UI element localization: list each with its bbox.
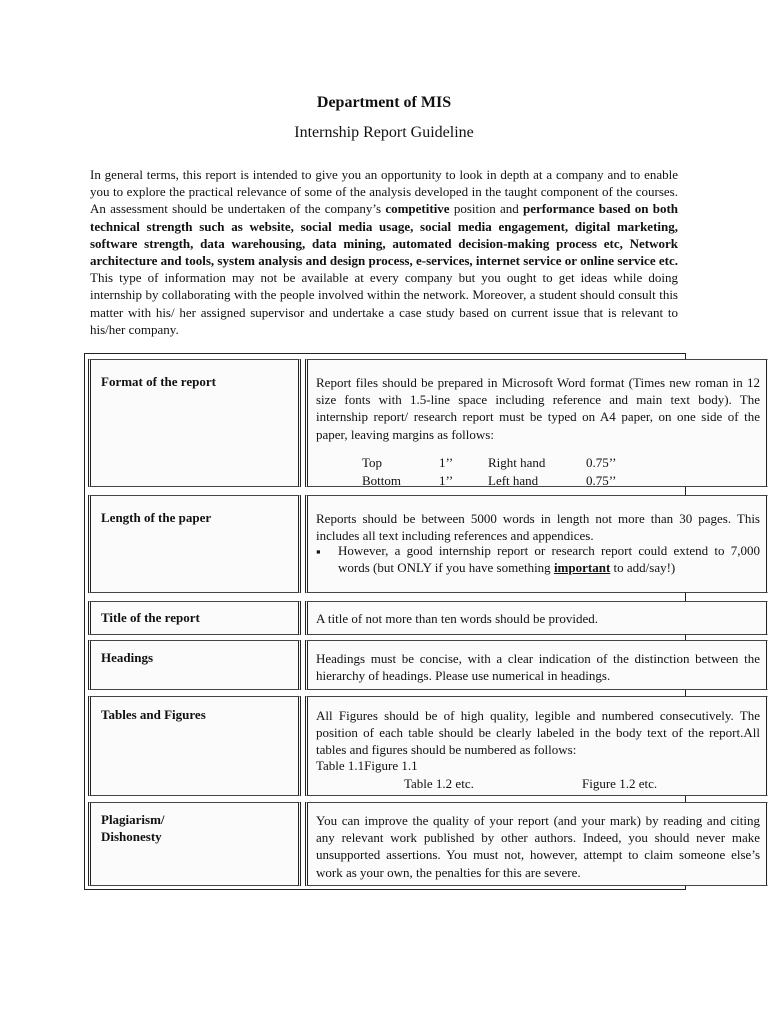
table-row-format bbox=[84, 359, 760, 488]
tables-content-cell bbox=[305, 696, 768, 796]
margin-top-value: 1’’ bbox=[439, 455, 454, 470]
table-row-plagiarism bbox=[84, 802, 760, 886]
title-label-cell bbox=[88, 601, 301, 635]
title-row-text: A title of not more than ten words should be provided. bbox=[316, 611, 598, 626]
bullet-icon: ▪ bbox=[316, 544, 321, 559]
format-content-cell bbox=[305, 359, 768, 487]
margin-left-label: Left hand bbox=[488, 473, 539, 488]
length-label-cell bbox=[88, 495, 301, 593]
tables-line2-figure: Figure 1.2 etc. bbox=[582, 776, 658, 791]
headings-label-cell bbox=[88, 640, 301, 690]
bullet-text-after: to add/say!) bbox=[610, 560, 676, 576]
intro-bold-performance: performance based on both technical strength such as website, social media usage, social media engagement, digital marketing, software strength, data warehousing, data mining, automated decision-making process etc, Network architecture and tools, system analysis and design process, e-services, internet service or online service etc. bbox=[90, 201, 679, 269]
plagiarism-label-cell bbox=[88, 802, 301, 886]
margin-left-value: 0.75’’ bbox=[586, 473, 617, 488]
format-text: Report files should be prepared in Microsoft Word format (Times new roman in 12 size fonts with 1.5-line space including reference and main text body). The internship report/ research report must be typed on A4 paper, on one side of the paper, leaving margins as follows: bbox=[316, 375, 760, 442]
format-label-cell bbox=[88, 359, 301, 487]
length-content-cell bbox=[305, 495, 768, 593]
length-label: Length of the paper bbox=[101, 510, 212, 525]
margin-right-value: 0.75’’ bbox=[586, 455, 617, 470]
tables-line1: Table 1.1Figure 1.1 bbox=[316, 758, 418, 773]
tables-label-cell bbox=[88, 696, 301, 796]
margin-bottom-value: 1’’ bbox=[439, 473, 454, 488]
headings-text: Headings must be concise, with a clear indication of the distinction between the hierarchy of headings. Please use numerical in headings. bbox=[316, 651, 760, 684]
document-title: Department of MIS bbox=[316, 94, 452, 111]
guideline-table bbox=[84, 353, 760, 890]
tables-text: All Figures should be of high quality, legible and numbered consecutively. The position of each table should be clearly labeled in the body text of the report.All tables and figures should be numbered as follows: bbox=[316, 708, 760, 758]
bullet-important-word: important bbox=[553, 560, 611, 576]
table-row-tables bbox=[84, 696, 760, 796]
plagiarism-content-cell bbox=[305, 802, 768, 886]
document-subtitle: Internship Report Guideline bbox=[294, 124, 474, 141]
format-label: Format of the report bbox=[101, 374, 216, 389]
margin-top-label: Top bbox=[362, 455, 383, 470]
table-row-title bbox=[84, 601, 686, 635]
tables-line2-table: Table 1.2 etc. bbox=[404, 776, 474, 791]
length-bullet-text bbox=[338, 542, 760, 576]
table-row-length bbox=[84, 495, 760, 593]
plagiarism-text: You can improve the quality of your report (and your mark) by reading and citing any relevant work published by other authors. Indeed, you should never make unsupported assertions. You must not, however, attempt to claim someone else’s work as your own, the penalties for this are severe. bbox=[316, 813, 760, 880]
margin-bottom-label: Bottom bbox=[362, 473, 402, 488]
plagiarism-label: Plagiarism/ Dishonesty bbox=[101, 812, 165, 844]
margin-right-label: Right hand bbox=[488, 455, 546, 470]
title-row-label: Title of the report bbox=[101, 610, 200, 625]
headings-content-cell bbox=[305, 640, 768, 690]
title-content-cell bbox=[305, 601, 768, 635]
bullet-text-before: However, a good internship report or research report could extend to 7,000 words (but ONLY if you have something bbox=[338, 543, 760, 576]
intro-text-2: position and bbox=[449, 201, 523, 217]
table-row-headings bbox=[84, 640, 760, 690]
tables-label: Tables and Figures bbox=[101, 707, 206, 722]
headings-label: Headings bbox=[101, 650, 154, 665]
intro-text-3: This type of information may not be available at every company but you ought to get ideas while doing internship by collaborating with the people involved within the network. Moreover, a student should consult this matter with his/ her assigned supervisor and undertake a case study based on current issue that is relevant to his/her company. bbox=[90, 270, 678, 337]
length-text: Reports should be between 5000 words in length not more than 30 pages. This includes all text including references and appendices. bbox=[316, 511, 760, 544]
intro-paragraph bbox=[90, 166, 678, 338]
intro-bold-competitive: competitive bbox=[385, 201, 450, 217]
intro-text-1: In general terms, this report is intended to give you an opportunity to look in depth at a company and to enable you to explore the practical relevance of some of the analysis developed in the taught component of the courses. An assessment should be undertaken of the company’s bbox=[90, 167, 678, 217]
